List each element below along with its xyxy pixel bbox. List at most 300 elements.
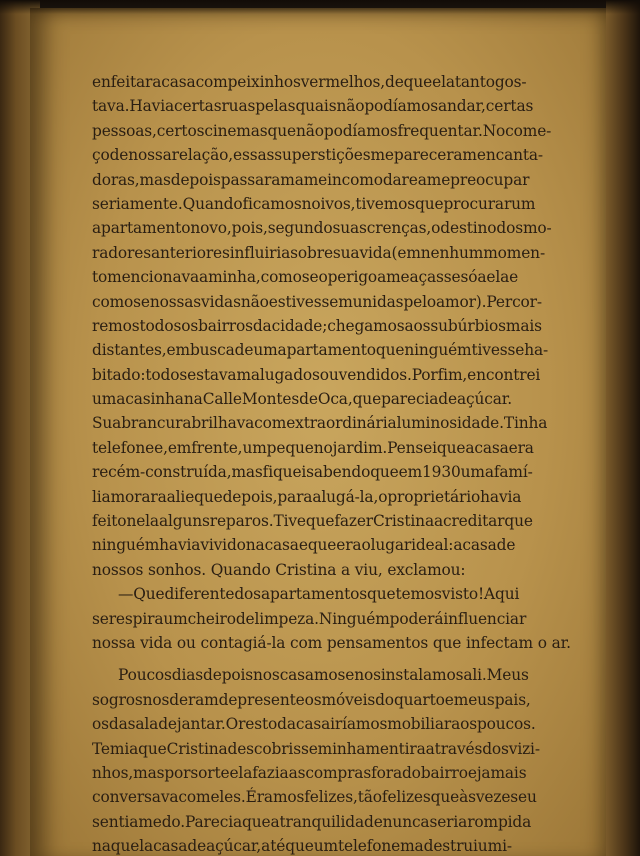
word: aos bbox=[404, 316, 431, 335]
word: poucos. bbox=[476, 715, 536, 734]
word: encontrei bbox=[467, 365, 541, 384]
word: extraordinária bbox=[286, 414, 397, 433]
word: medo. bbox=[138, 812, 186, 831]
word: visto! bbox=[441, 585, 485, 604]
word: tivemos bbox=[355, 194, 416, 213]
word: nenhum bbox=[420, 243, 484, 262]
word: certos bbox=[156, 121, 205, 140]
word: passaram bbox=[220, 170, 295, 189]
text-line bbox=[92, 70, 527, 94]
word: aos bbox=[451, 715, 477, 734]
word: ha- bbox=[524, 341, 549, 360]
text-line bbox=[92, 265, 519, 289]
word: vermelhos, bbox=[300, 73, 385, 91]
text-line bbox=[92, 436, 534, 460]
word: ameaçasse bbox=[377, 268, 461, 287]
word: lugar bbox=[370, 536, 412, 555]
word: tranquilidade bbox=[279, 812, 383, 831]
word: para bbox=[277, 487, 313, 506]
word: ço bbox=[92, 146, 110, 165]
word: de bbox=[234, 341, 254, 360]
word: frequentar. bbox=[397, 121, 483, 140]
word: pelas bbox=[255, 97, 296, 116]
word: instalamos bbox=[380, 666, 464, 685]
word: ninguém bbox=[92, 536, 160, 555]
word: de bbox=[109, 146, 129, 165]
word: alguns bbox=[158, 512, 210, 531]
word: vivido bbox=[200, 536, 246, 555]
word: ela bbox=[229, 763, 253, 782]
word: limpeza. bbox=[254, 609, 319, 628]
word: casa bbox=[161, 73, 196, 91]
word: nossas bbox=[149, 292, 202, 311]
word: Cristina bbox=[166, 739, 228, 758]
word: a bbox=[477, 268, 487, 287]
word: casa bbox=[264, 536, 299, 555]
word: incomodar bbox=[327, 170, 409, 189]
word: mas bbox=[231, 463, 263, 482]
text-line bbox=[92, 241, 545, 265]
word: proprietário bbox=[387, 487, 481, 506]
word: em bbox=[398, 463, 423, 482]
word: compras bbox=[305, 763, 372, 782]
word: de bbox=[438, 390, 457, 409]
word: mo- bbox=[522, 219, 552, 238]
paragraph-first-line bbox=[92, 663, 529, 687]
word: Parecia bbox=[185, 812, 242, 831]
word: momen- bbox=[483, 243, 545, 262]
word: às bbox=[459, 788, 476, 807]
word: se bbox=[133, 292, 150, 311]
text-line: nossos sonhos. Quando Cristina a viu, exclamou: bbox=[92, 560, 466, 579]
word: sorte bbox=[190, 763, 230, 782]
word: eles. bbox=[210, 788, 246, 807]
text-line: nossa vida ou contagiá-la com pensamentos que infectam o ar. bbox=[92, 633, 571, 652]
word: fiquei bbox=[262, 463, 307, 482]
text-line bbox=[92, 387, 512, 411]
word: ideal: bbox=[411, 536, 454, 555]
text-line bbox=[92, 290, 542, 314]
word: na bbox=[183, 390, 203, 409]
word: ninguém bbox=[404, 341, 472, 360]
word: quais bbox=[295, 97, 337, 116]
word: quarto bbox=[393, 690, 445, 709]
word: Que bbox=[133, 585, 165, 604]
word: nos bbox=[142, 690, 170, 709]
word: que bbox=[352, 390, 382, 409]
word: pareceram bbox=[393, 146, 477, 165]
word: reparos. bbox=[209, 512, 274, 531]
word: tivesse bbox=[471, 341, 525, 360]
word: estivessem bbox=[268, 292, 353, 311]
word: destino bbox=[440, 219, 497, 238]
word: vidas bbox=[201, 292, 241, 311]
word: felizes bbox=[381, 788, 431, 807]
word: sobre bbox=[290, 243, 333, 262]
word: rompida bbox=[467, 812, 532, 831]
word: anteriores bbox=[150, 243, 230, 262]
word: jantar. bbox=[176, 715, 226, 734]
word: havia bbox=[159, 536, 201, 555]
word: parecia bbox=[381, 390, 439, 409]
word: recém-construída, bbox=[92, 463, 232, 482]
word: Tinha bbox=[503, 414, 548, 433]
word: apartamento bbox=[277, 341, 376, 360]
word: influenciar bbox=[443, 609, 527, 628]
word: de bbox=[385, 73, 404, 91]
word: pessoas, bbox=[92, 121, 157, 140]
word: ali bbox=[166, 487, 186, 506]
word: a bbox=[453, 536, 463, 555]
word: mencionava bbox=[107, 268, 200, 287]
word: to bbox=[92, 268, 108, 287]
word: O bbox=[225, 715, 239, 734]
word: podíamos bbox=[323, 121, 398, 140]
word: estavam bbox=[187, 365, 251, 384]
word: Aqui bbox=[484, 585, 520, 604]
word: os bbox=[181, 316, 199, 335]
dialogue-line bbox=[92, 582, 520, 606]
word: distantes, bbox=[92, 341, 167, 360]
word: de bbox=[218, 690, 238, 709]
word: Havia bbox=[129, 97, 175, 116]
word: da bbox=[252, 316, 272, 335]
word: remos bbox=[92, 316, 140, 335]
word: nos bbox=[253, 666, 280, 685]
word: apartamento bbox=[92, 219, 191, 238]
word: todos bbox=[139, 316, 182, 335]
word: um bbox=[242, 438, 267, 457]
word: Calle bbox=[202, 390, 242, 409]
word: casa bbox=[474, 438, 509, 457]
word: bitado: bbox=[92, 365, 146, 384]
word: não bbox=[240, 292, 269, 311]
text-line bbox=[92, 338, 549, 362]
word: a bbox=[270, 812, 280, 831]
text-line bbox=[92, 533, 516, 557]
word: o bbox=[318, 268, 328, 287]
word: respira bbox=[108, 609, 164, 628]
top-shadow bbox=[0, 0, 640, 14]
word: presente bbox=[237, 690, 305, 709]
word: vendidos. bbox=[338, 365, 412, 384]
word: dos bbox=[234, 585, 261, 604]
word: em bbox=[167, 438, 192, 457]
word: nunca bbox=[382, 812, 430, 831]
word: jamais bbox=[476, 763, 527, 782]
text-line bbox=[92, 314, 542, 338]
word: lia bbox=[92, 487, 111, 506]
word: a bbox=[417, 170, 427, 189]
word: peixinhos bbox=[227, 73, 301, 91]
word: e bbox=[444, 690, 454, 709]
word: ali. bbox=[463, 666, 487, 685]
word: procurar bbox=[443, 194, 512, 213]
word: unidas bbox=[352, 292, 404, 311]
word: casa bbox=[295, 715, 331, 734]
word: pois, bbox=[231, 219, 268, 238]
word: que bbox=[436, 438, 466, 457]
word: vezes bbox=[475, 788, 519, 807]
word: de bbox=[158, 715, 177, 734]
word: Meus bbox=[486, 666, 529, 685]
word: conversava bbox=[92, 788, 179, 807]
word: de bbox=[235, 609, 255, 628]
word: casinha bbox=[125, 390, 184, 409]
word: telefone bbox=[92, 438, 155, 457]
word: com bbox=[178, 788, 211, 807]
word: frente, bbox=[191, 438, 243, 457]
word: da bbox=[277, 715, 296, 734]
word: ou bbox=[319, 365, 339, 384]
text-line bbox=[92, 411, 548, 435]
word: vida bbox=[359, 243, 392, 262]
word: subúrbios bbox=[430, 316, 506, 335]
word: uma bbox=[92, 390, 126, 409]
word: pelo bbox=[403, 292, 436, 311]
word: cheiro bbox=[187, 609, 236, 628]
word: depois, bbox=[222, 487, 278, 506]
word: busca bbox=[189, 341, 235, 360]
word: me bbox=[370, 146, 394, 165]
word: andar, bbox=[438, 97, 486, 116]
page-text bbox=[92, 70, 571, 856]
word: até bbox=[261, 837, 286, 856]
word: que bbox=[430, 788, 460, 807]
word: Sua bbox=[92, 414, 122, 433]
text-line bbox=[92, 688, 531, 712]
word: mi- bbox=[487, 837, 512, 856]
word: felizes, bbox=[304, 788, 358, 807]
word: com bbox=[254, 414, 287, 433]
word: através bbox=[425, 739, 483, 758]
word: Ninguém bbox=[318, 609, 390, 628]
word: e, bbox=[154, 438, 168, 457]
word: um bbox=[313, 837, 338, 856]
word: luminosidade. bbox=[396, 414, 504, 433]
word: a bbox=[199, 268, 209, 287]
word: bairro bbox=[420, 763, 468, 782]
word: sogros bbox=[92, 690, 143, 709]
word: as bbox=[288, 763, 306, 782]
word: dos bbox=[496, 219, 523, 238]
word: jardim. bbox=[332, 438, 388, 457]
word: preocupar bbox=[450, 170, 530, 189]
word: casa bbox=[462, 536, 497, 555]
word: telefonema bbox=[338, 837, 424, 856]
word: minha bbox=[317, 739, 366, 758]
word: come- bbox=[505, 121, 552, 140]
word: eu bbox=[518, 788, 537, 807]
word: mentira bbox=[365, 739, 426, 758]
word: encanta- bbox=[476, 146, 543, 165]
word: meus bbox=[453, 690, 495, 709]
word: enfeitar bbox=[92, 73, 153, 91]
word: segundo bbox=[267, 219, 333, 238]
text-line bbox=[92, 143, 543, 167]
word: que bbox=[375, 341, 405, 360]
text-line bbox=[92, 192, 536, 216]
word: que bbox=[267, 121, 296, 140]
word: gos- bbox=[494, 73, 527, 91]
text-line bbox=[92, 785, 537, 809]
word: e bbox=[345, 666, 355, 685]
word: só bbox=[460, 268, 478, 287]
word: de bbox=[187, 837, 207, 856]
word: deram bbox=[169, 690, 219, 709]
word: um bbox=[511, 194, 536, 213]
word: temos bbox=[395, 585, 442, 604]
word: Tive bbox=[273, 512, 306, 531]
word: do bbox=[375, 690, 394, 709]
word: do bbox=[401, 763, 421, 782]
word: brilhava bbox=[191, 414, 255, 433]
word: era bbox=[508, 438, 534, 457]
text-line bbox=[92, 216, 552, 240]
word: nos bbox=[354, 666, 381, 685]
word: Montes bbox=[241, 390, 300, 409]
word: iríamos bbox=[330, 715, 388, 734]
word: podíamos bbox=[364, 97, 438, 116]
word: poderá bbox=[389, 609, 444, 628]
word: pequeno bbox=[266, 438, 333, 457]
word: como bbox=[260, 268, 302, 287]
word: e bbox=[509, 268, 519, 287]
word: bairros bbox=[198, 316, 253, 335]
paragraph-gap bbox=[92, 655, 512, 663]
word: depois bbox=[203, 666, 254, 685]
word: mas bbox=[139, 170, 171, 189]
text-line bbox=[92, 168, 530, 192]
word: destruiu bbox=[423, 837, 488, 856]
word: resto bbox=[238, 715, 278, 734]
word: de bbox=[496, 536, 516, 555]
word: Poucos bbox=[118, 666, 172, 685]
word: seriamente. bbox=[92, 194, 183, 213]
word: vizi- bbox=[508, 739, 540, 758]
word: mais bbox=[505, 316, 542, 335]
text-line bbox=[92, 810, 532, 834]
text-line bbox=[92, 94, 534, 118]
word: amor). bbox=[436, 292, 487, 311]
word: depois bbox=[170, 170, 221, 189]
word: famí- bbox=[493, 463, 533, 482]
word: a bbox=[294, 170, 304, 189]
word: minha, bbox=[208, 268, 261, 287]
word: No bbox=[482, 121, 506, 140]
word: morara bbox=[110, 487, 167, 506]
word: Éramos bbox=[245, 788, 305, 807]
word: descobrisse bbox=[227, 739, 318, 758]
word: o bbox=[378, 487, 388, 506]
word: (em bbox=[391, 243, 421, 262]
word: mobiliar bbox=[387, 715, 452, 734]
word: que bbox=[415, 194, 444, 213]
word: dias bbox=[171, 666, 204, 685]
word: sala bbox=[127, 715, 159, 734]
word: a bbox=[465, 438, 475, 457]
word: que bbox=[242, 812, 271, 831]
word: relação, bbox=[171, 146, 233, 165]
word: tanto bbox=[454, 73, 495, 91]
word: perigo bbox=[327, 268, 378, 287]
word: mas bbox=[133, 763, 165, 782]
word: diferente bbox=[164, 585, 235, 604]
word: — bbox=[118, 585, 134, 604]
word: com bbox=[195, 73, 228, 91]
word: se bbox=[301, 268, 319, 287]
word: nhos, bbox=[92, 763, 134, 782]
text-line bbox=[92, 607, 527, 631]
word: ficamos bbox=[242, 194, 302, 213]
text-line bbox=[92, 761, 527, 785]
word: a bbox=[152, 73, 162, 91]
word: que bbox=[370, 463, 399, 482]
word: dos bbox=[482, 739, 509, 758]
word: e bbox=[408, 170, 418, 189]
word: doras, bbox=[92, 170, 140, 189]
word: cidade; bbox=[271, 316, 328, 335]
word: fazer bbox=[334, 512, 374, 531]
word: Quando bbox=[182, 194, 243, 213]
word: da bbox=[108, 715, 128, 734]
text-line bbox=[92, 485, 522, 509]
word: Oca, bbox=[317, 390, 353, 409]
word: Temia bbox=[92, 739, 139, 758]
word: suas bbox=[332, 219, 367, 238]
word: era bbox=[336, 536, 362, 555]
word: Por bbox=[411, 365, 438, 384]
word: móveis bbox=[321, 690, 376, 709]
word: que bbox=[305, 512, 335, 531]
text-line bbox=[92, 737, 540, 761]
word: essas bbox=[233, 146, 275, 165]
word: que bbox=[403, 73, 433, 91]
word: ela bbox=[432, 73, 455, 91]
word: Cristina bbox=[373, 512, 434, 531]
word: pais, bbox=[494, 690, 531, 709]
word: ruas bbox=[221, 97, 256, 116]
word: seria bbox=[429, 812, 468, 831]
word: acreditar bbox=[433, 512, 505, 531]
word: me bbox=[426, 170, 451, 189]
word: de bbox=[299, 390, 318, 409]
word: 1930 bbox=[422, 463, 461, 482]
word: radores bbox=[92, 243, 151, 262]
word: que bbox=[285, 837, 314, 856]
word: um bbox=[163, 609, 188, 628]
word: que bbox=[504, 512, 533, 531]
word: e bbox=[467, 763, 477, 782]
word: Pensei bbox=[387, 438, 437, 457]
word: Percor- bbox=[486, 292, 542, 311]
word: brancura bbox=[121, 414, 192, 433]
word: alugá-la, bbox=[312, 487, 379, 506]
word: me bbox=[303, 170, 328, 189]
word: feito bbox=[92, 512, 127, 531]
text-line bbox=[92, 834, 512, 856]
word: que bbox=[367, 585, 396, 604]
word: tava. bbox=[92, 97, 130, 116]
text-line bbox=[92, 119, 552, 143]
word: se bbox=[92, 609, 109, 628]
word: fazia bbox=[252, 763, 289, 782]
word: sabendo bbox=[306, 463, 371, 482]
word: ela bbox=[486, 268, 510, 287]
word: alugados bbox=[250, 365, 320, 384]
word: casamos bbox=[279, 666, 346, 685]
word: como bbox=[92, 292, 134, 311]
